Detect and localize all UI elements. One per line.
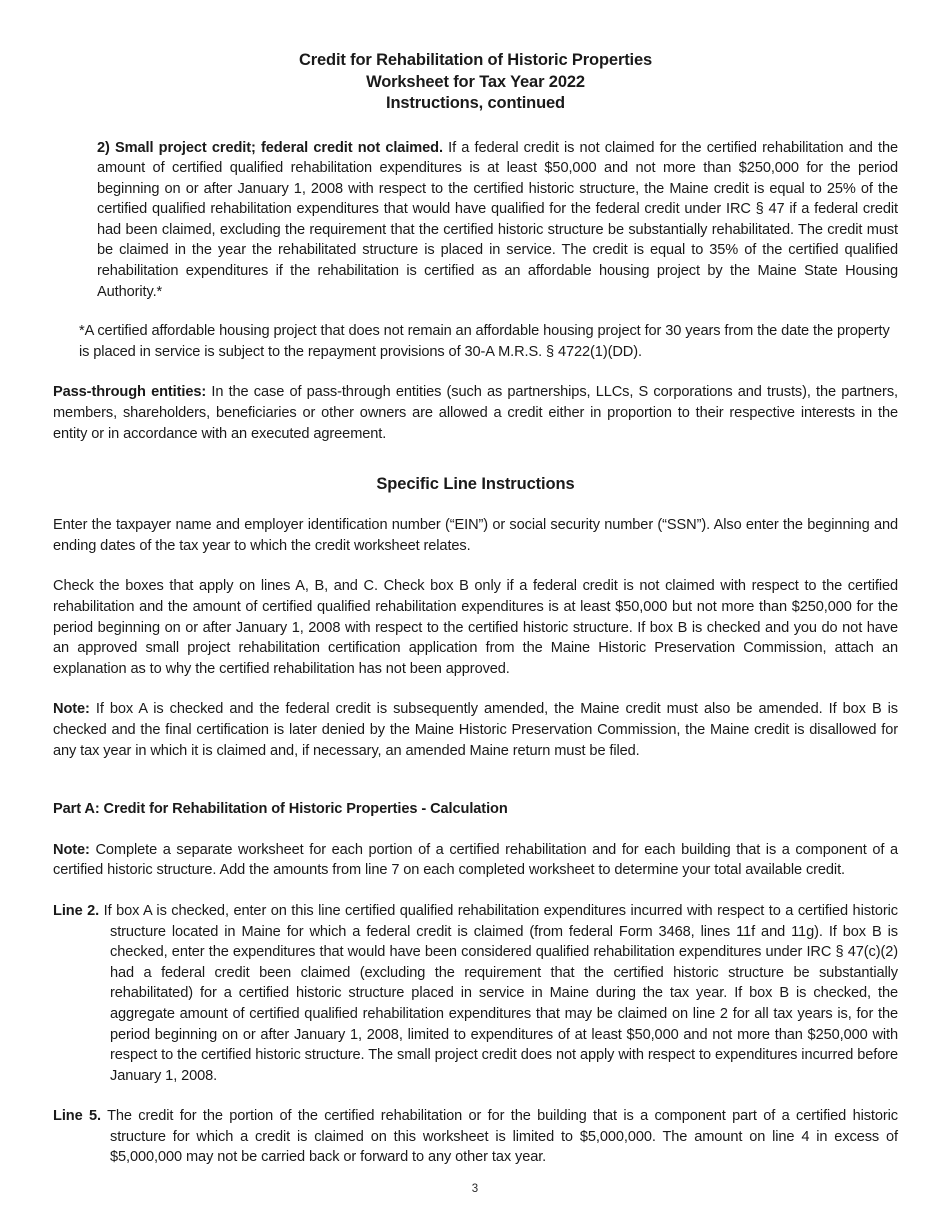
title-line-2: Worksheet for Tax Year 2022 xyxy=(366,72,585,91)
part-a-note-paragraph xyxy=(53,840,898,881)
line-item-5-body: The credit for the portion of the certified rehabilitation or for the building that is a component part of a certified historic structure for which a credit is claimed on this worksheet is limited to $5,000,000. The amount on line 4 in excess of $5,000,000 may not be carried back or forward to any other tax year. xyxy=(107,1108,898,1166)
amendment-note-paragraph xyxy=(53,699,898,761)
instruction-item-2-body: If a federal credit is not claimed for the certified rehabilitation and the amount of certified qualified rehabilitation expenditures is at least $50,000 and not more than $250,000 for the period beginning on or after January 1, 2008 with respect to the certified historic structure, the Maine credit is equal to 25% of the certified qualified rehabilitation expenditures that would have qualified for the federal credit under IRC § 47 if a federal credit had been claimed, excluding the requirement that the certified historic structure be substantially rehabilitated. The credit must be claimed in the year the rehabilitated structure is placed in service. The credit is equal to 35% of the certified qualified rehabilitation expenditures if the rehabilitation is certified as an affordable housing project by the Maine State Housing Authority.* xyxy=(97,139,898,300)
amendment-note-body: If box A is checked and the federal credit is subsequently amended, the Maine credit must also be amended. If box B is checked and the final certification is later denied by the Maine Historic Preservation Commission, the Maine credit is disallowed for any tax year in which it is claimed and, if necessary, an amended Maine return must be filed. xyxy=(53,701,898,759)
pass-through-entities-body: In the case of pass-through entities (such as partnerships, LLCs, S corporations and trusts), the partners, members, shareholders, beneficiaries or other owners are allowed a credit either in proportion to their respective interests in the entity or in accordance with an executed agreement. xyxy=(53,384,898,442)
pass-through-entities-lead: Pass-through entities: xyxy=(53,384,207,401)
page-number: 3 xyxy=(471,1183,479,1195)
line-item-2 xyxy=(53,901,898,1086)
line-item-2-body: If box A is checked, enter on this line certified qualified rehabilitation expenditures incurred with respect to a certified historic structure located in Maine for which a federal credit is claimed (from federal Form 3468, lines 11f and 11g). If box B is checked, enter the expenditures that would have been considered qualified rehabilitation expenditures under IRC § 47(c)(2) had a federal credit been claimed (excluding the requirement that the certified historic structure be substantially rehabilitated) for a certified historic structure placed in service in Maine during the tax year. If box B is checked, the aggregate amount of certified qualified rehabilitation expenditures that may be claimed on line 2 for all tax years is, for the period beginning on or after January 1, 2008, limited to expenditures of at least $50,000 and not more than $250,000 with respect to the certified historic structure. The small project credit does not apply with respect to expenditures incurred before January 1, 2008. xyxy=(103,902,898,1084)
amendment-note-lead: Note: xyxy=(53,701,90,718)
part-a-heading: Part A: Credit for Rehabilitation of Historic Properties - Calculation xyxy=(53,801,508,818)
line-item-5-label: Line 5. xyxy=(53,1108,101,1125)
title-line-3: Instructions, continued xyxy=(386,94,565,112)
instruction-item-2 xyxy=(97,138,898,303)
taxpayer-info-paragraph: Enter the taxpayer name and employer identification number (“EIN”) or social security number (“SSN”). Also enter the beginning and ending dates of the tax year to which the credit worksheet relates. xyxy=(53,517,898,554)
specific-line-instructions-heading: Specific Line Instructions xyxy=(376,475,575,494)
line-item-5 xyxy=(53,1106,898,1168)
instruction-item-2-number: 2) xyxy=(97,139,110,156)
title-line-1: Credit for Rehabilitation of Historic Properties xyxy=(298,51,653,69)
pass-through-entities-paragraph xyxy=(53,382,898,444)
affordable-housing-footnote: *A certified affordable housing project that does not remain an affordable housing project for 30 years from the date the property is placed in service is subject to the repayment provisions of 30-A M.R.S. § 4722(1)(DD). xyxy=(79,323,890,360)
page-content xyxy=(53,0,898,1183)
check-boxes-paragraph: Check the boxes that apply on lines A, B, and C. Check box B only if a federal credit is not claimed with respect to the certified rehabilitation and the amount of certified qualified rehabilitation expenditures is at least $50,000 but not more than $250,000 for the period beginning on or after January 1, 2008 with respect to the certified historic structure. If box B is checked and you do not have an approved small project rehabilitation certification application from the Maine Historic Preservation Commission, attach an explanation as to why the certified rehabilitation has not been approved. xyxy=(53,578,898,677)
part-a-note-body: Complete a separate worksheet for each portion of a certified rehabilitation and for each building that is a component of a certified historic structure. Add the amounts from line 7 on each completed worksheet to determine your total available credit. xyxy=(53,841,898,879)
line-item-2-label: Line 2. xyxy=(53,902,100,919)
instruction-item-2-lead: Small project credit; federal credit not claimed. xyxy=(115,139,443,156)
page-title xyxy=(53,0,898,115)
part-a-note-lead: Note: xyxy=(53,841,90,858)
